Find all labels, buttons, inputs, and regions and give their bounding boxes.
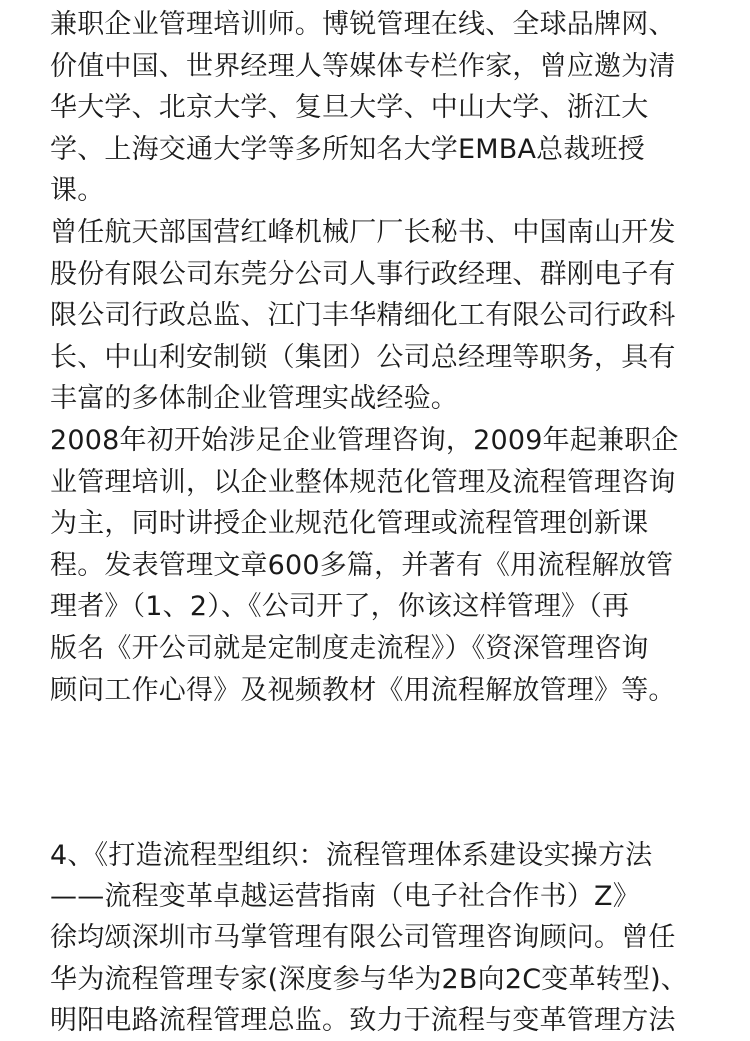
text-line: 明阳电路流程管理总监。致力于流程与变革管理方法: [50, 1004, 676, 1036]
paragraph-consulting-profile: [50, 4, 700, 212]
text-line: 丰富的多体制企业管理实战经验。: [50, 383, 458, 415]
text-line: 程。发表管理文章600多篇，并著有《用流程解放管: [50, 549, 674, 581]
text-line: 曾任航天部国营红峰机械厂厂长秘书、中国南山开发: [50, 216, 676, 248]
text-line: 业管理培训，以企业整体规范化管理及流程管理咨询: [50, 466, 676, 498]
text-line: 华为流程管理专家(深度参与华为2B向2C变革转型)、: [50, 963, 688, 995]
text-line: 价值中国、世界经理人等媒体专栏作家，曾应邀为清: [50, 50, 676, 82]
section-author-bio: [50, 917, 700, 1041]
section-book-4: [50, 835, 700, 1041]
text-line: 为主，同时讲授企业规范化管理或流程管理创新课: [50, 508, 649, 540]
text-line: 顾问工作心得》及视频教材《用流程解放管理》等。: [50, 674, 676, 706]
text-line: 长、中山利安制锁（集团）公司总经理等职务，具有: [50, 341, 676, 373]
paragraph-career-history: [50, 212, 700, 420]
text-line: ——流程变革卓越运营指南（电子社合作书）Z》: [50, 881, 640, 913]
text-line: 理者》（1、2）、《公司开了，你该这样管理》（再: [50, 591, 630, 623]
paragraph-publications: [50, 420, 700, 711]
text-line: 股份有限公司东莞分公司人事行政经理、群刚电子有: [50, 258, 676, 290]
section-title: [50, 835, 700, 917]
text-line: 2008年初开始涉足企业管理咨询，2009年起兼职企: [50, 424, 679, 456]
text-line: 4、《打造流程型组织：流程管理体系建设实操方法: [50, 840, 653, 872]
paragraph-spacer: [50, 711, 700, 835]
text-line: 课。: [50, 175, 105, 207]
text-line: 华大学、北京大学、复旦大学、中山大学、浙江大: [50, 92, 649, 124]
text-line: 徐均颂深圳市马掌管理有限公司管理咨询顾问。曾任: [50, 922, 676, 954]
text-line: 限公司行政总监、江门丰华精细化工有限公司行政科: [50, 300, 676, 332]
text-line: 学、上海交通大学等多所知名大学EMBA总裁班授: [50, 133, 645, 165]
document-body: [50, 4, 700, 1041]
text-line: 兼职企业管理培训师。博锐管理在线、全球品牌网、: [50, 9, 676, 40]
text-line: 版名《开公司就是定制度走流程》）《资深管理咨询: [50, 632, 649, 664]
